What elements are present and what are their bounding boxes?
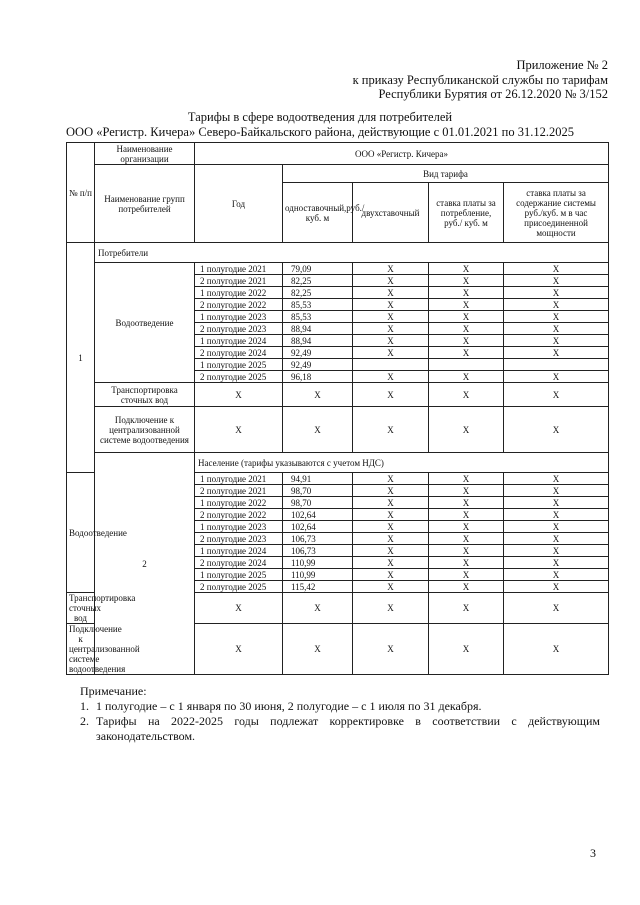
two-rate-value: X <box>353 497 429 509</box>
group-label: Наименование групп потребителей <box>95 165 195 243</box>
single-rate-value: 98,70 <box>283 485 353 497</box>
two-rate-value: X <box>353 323 429 335</box>
maintenance-rate-value: X <box>504 545 609 557</box>
single-rate-value: 98,70 <box>283 497 353 509</box>
section-1-category-row <box>67 243 609 263</box>
maintenance-rate-value: X <box>504 323 609 335</box>
two-rate-value: X <box>353 287 429 299</box>
year-value: X <box>195 593 283 624</box>
two-rate-value: X <box>353 533 429 545</box>
transport-label: Транспортировка сточных вод <box>67 593 95 624</box>
two-rate-value: X <box>353 545 429 557</box>
two-rate-value: X <box>353 473 429 485</box>
period-cell: 1 полугодие 2023 <box>195 311 283 323</box>
two-rate-value: X <box>353 569 429 581</box>
col-two-rate: двухставочный <box>353 183 429 243</box>
period-cell: 1 полугодие 2025 <box>195 569 283 581</box>
maintenance-rate-value: X <box>504 581 609 593</box>
year-label: Год <box>195 165 283 243</box>
transport-label: Транспортировка сточных вод <box>95 383 195 407</box>
single-rate-value: 102,64 <box>283 521 353 533</box>
maintenance-rate-value: X <box>504 311 609 323</box>
two-rate-value: X <box>353 263 429 275</box>
note-text: Тарифы на 2022-2025 годы подлежат корректировке в соответствии с действующим законодательством. <box>96 714 600 743</box>
period-cell: 1 полугодие 2021 <box>195 473 283 485</box>
consumption-rate-value: X <box>429 624 504 675</box>
section-2-category: Население (тарифы указываются с учетом НДС) <box>195 453 609 473</box>
notes-heading: Примечание: <box>80 684 147 698</box>
maintenance-rate-value: X <box>504 299 609 311</box>
col-consumption-rate: ставка платы за потребление, руб./ куб. м <box>429 183 504 243</box>
single-rate-value: 96,18 <box>283 371 353 383</box>
two-rate-value: X <box>353 407 429 453</box>
single-rate-value: 110,99 <box>283 557 353 569</box>
consumption-rate-value: X <box>429 581 504 593</box>
single-rate-value: 79,09 <box>283 263 353 275</box>
org-name: ООО «Регистр. Кичера» <box>195 143 609 165</box>
consumption-rate-value: X <box>429 299 504 311</box>
maintenance-rate-value: X <box>504 533 609 545</box>
consumption-rate-value: X <box>429 347 504 359</box>
two-rate-value: X <box>353 557 429 569</box>
maintenance-rate-value: X <box>504 485 609 497</box>
single-rate-value: X <box>283 383 353 407</box>
period-cell: 2 полугодие 2025 <box>195 371 283 383</box>
col-maintenance-rate: ставка платы за содержание системы руб./куб. м в час присоединенной мощности <box>504 183 609 243</box>
period-cell: 1 полугодие 2022 <box>195 287 283 299</box>
two-rate-value: X <box>353 311 429 323</box>
maintenance-rate-value: X <box>504 383 609 407</box>
single-rate-value: 92,49 <box>283 359 353 371</box>
single-rate-value: 85,53 <box>283 299 353 311</box>
single-rate-value: 94,91 <box>283 473 353 485</box>
tariff-table <box>66 142 609 675</box>
appendix-label: Приложение № 2 <box>516 58 608 72</box>
period-cell: 1 полугодие 2023 <box>195 521 283 533</box>
consumption-rate-value: X <box>429 275 504 287</box>
maintenance-rate-value: X <box>504 371 609 383</box>
consumption-rate-value: X <box>429 407 504 453</box>
consumption-rate-value: X <box>429 545 504 557</box>
period-cell: 2 полугодие 2021 <box>195 275 283 287</box>
note-number: 1. <box>80 699 89 713</box>
two-rate-value: X <box>353 624 429 675</box>
single-rate-value: 106,73 <box>283 533 353 545</box>
maintenance-rate-value: X <box>504 569 609 581</box>
two-rate-value: X <box>353 581 429 593</box>
two-rate-value: X <box>353 509 429 521</box>
single-rate-value: X <box>283 624 353 675</box>
year-value: X <box>195 624 283 675</box>
consumption-rate-value: X <box>429 263 504 275</box>
period-cell: 2 полугодие 2022 <box>195 509 283 521</box>
section-2-service: Водоотведение <box>67 473 95 593</box>
order-date: Республики Бурятия от 26.12.2020 № 3/152 <box>378 87 608 101</box>
order-reference: к приказу Республиканской службы по тарифам <box>352 72 608 87</box>
maintenance-rate-value: X <box>504 275 609 287</box>
document-title <box>0 110 640 140</box>
maintenance-rate-value: X <box>504 497 609 509</box>
consumption-rate-value: X <box>429 521 504 533</box>
title-line-2: ООО «Регистр. Кичера» Северо-Байкальского района, действующие с 01.01.2021 по 31.12.2025 <box>66 125 574 139</box>
single-rate-value: 115,42 <box>283 581 353 593</box>
title-line-1: Тарифы в сфере водоотведения для потребителей <box>187 110 453 124</box>
consumption-rate-value: X <box>429 287 504 299</box>
period-cell: 1 полугодие 2024 <box>195 545 283 557</box>
consumption-rate-value: X <box>429 485 504 497</box>
consumption-rate-value: X <box>429 311 504 323</box>
section-1-number: 1 <box>67 243 95 473</box>
maintenance-rate-value: X <box>504 347 609 359</box>
single-rate-value: 82,25 <box>283 275 353 287</box>
tariff-type-row <box>67 165 609 183</box>
connection-label: Подключение к централизованной системе водоотведения <box>67 624 95 675</box>
section-1-category: Потребители <box>95 243 609 263</box>
consumption-rate-value: X <box>429 593 504 624</box>
two-rate-value: X <box>353 275 429 287</box>
period-cell: 1 полугодие 2024 <box>195 335 283 347</box>
period-cell: 2 полугодие 2024 <box>195 557 283 569</box>
table-row <box>67 383 609 407</box>
consumption-rate-value: X <box>429 473 504 485</box>
table-row <box>67 407 609 453</box>
single-rate-value: 82,25 <box>283 287 353 299</box>
col-single-rate: одноставочный,руб./ куб. м <box>283 183 353 243</box>
notes-block <box>80 684 600 744</box>
period-cell: 1 полугодие 2025 <box>195 359 283 371</box>
tariff-type-label: Вид тарифа <box>283 165 609 183</box>
consumption-rate-value: X <box>429 557 504 569</box>
maintenance-rate-value: X <box>504 473 609 485</box>
two-rate-value: X <box>353 593 429 624</box>
table-row <box>67 263 609 275</box>
two-rate-value: X <box>353 335 429 347</box>
maintenance-rate-value: X <box>504 624 609 675</box>
consumption-rate-value: X <box>429 323 504 335</box>
column-number-header: № п/п <box>67 143 95 243</box>
maintenance-rate-value: X <box>504 557 609 569</box>
two-rate-value <box>353 359 429 371</box>
single-rate-value: 110,99 <box>283 569 353 581</box>
consumption-rate-value: X <box>429 371 504 383</box>
consumption-rate-value: X <box>429 497 504 509</box>
maintenance-rate-value: X <box>504 287 609 299</box>
two-rate-value: X <box>353 383 429 407</box>
section-1-service: Водоотведение <box>95 263 195 383</box>
consumption-rate-value: X <box>429 569 504 581</box>
connection-label: Подключение к централизованной системе водоотведения <box>95 407 195 453</box>
org-label: Наименование организации <box>95 143 195 165</box>
consumption-rate-value: X <box>429 335 504 347</box>
section-2-number: 2 <box>95 453 195 675</box>
period-cell: 1 полугодие 2021 <box>195 263 283 275</box>
period-cell: 2 полугодие 2021 <box>195 485 283 497</box>
single-rate-value: X <box>283 593 353 624</box>
period-cell: 2 полугодие 2025 <box>195 581 283 593</box>
year-value: X <box>195 407 283 453</box>
maintenance-rate-value: X <box>504 407 609 453</box>
two-rate-value: X <box>353 521 429 533</box>
approval-header <box>353 58 608 102</box>
maintenance-rate-value: X <box>504 509 609 521</box>
single-rate-value: X <box>283 407 353 453</box>
consumption-rate-value: X <box>429 533 504 545</box>
single-rate-value: 88,94 <box>283 335 353 347</box>
period-cell: 2 полугодие 2024 <box>195 347 283 359</box>
single-rate-value: 85,53 <box>283 311 353 323</box>
maintenance-rate-value: X <box>504 335 609 347</box>
maintenance-rate-value <box>504 359 609 371</box>
year-value: X <box>195 383 283 407</box>
single-rate-value: 106,73 <box>283 545 353 557</box>
consumption-rate-value: X <box>429 383 504 407</box>
period-cell: 2 полугодие 2023 <box>195 323 283 335</box>
two-rate-value: X <box>353 485 429 497</box>
two-rate-value: X <box>353 371 429 383</box>
page-number: 3 <box>590 846 596 860</box>
period-cell: 2 полугодие 2023 <box>195 533 283 545</box>
org-row <box>67 143 609 165</box>
consumption-rate-value: X <box>429 509 504 521</box>
period-cell: 2 полугодие 2022 <box>195 299 283 311</box>
single-rate-value: 92,49 <box>283 347 353 359</box>
section-2-category-row <box>67 453 609 473</box>
note-text: 1 полугодие – с 1 января по 30 июня, 2 полугодие – с 1 июля по 31 декабря. <box>96 699 482 713</box>
note-item <box>80 699 600 714</box>
two-rate-value: X <box>353 347 429 359</box>
note-number: 2. <box>80 714 89 728</box>
maintenance-rate-value: X <box>504 521 609 533</box>
consumption-rate-value <box>429 359 504 371</box>
note-item <box>80 714 600 744</box>
maintenance-rate-value: X <box>504 263 609 275</box>
single-rate-value: 102,64 <box>283 509 353 521</box>
single-rate-value: 88,94 <box>283 323 353 335</box>
two-rate-value: X <box>353 299 429 311</box>
period-cell: 1 полугодие 2022 <box>195 497 283 509</box>
maintenance-rate-value: X <box>504 593 609 624</box>
